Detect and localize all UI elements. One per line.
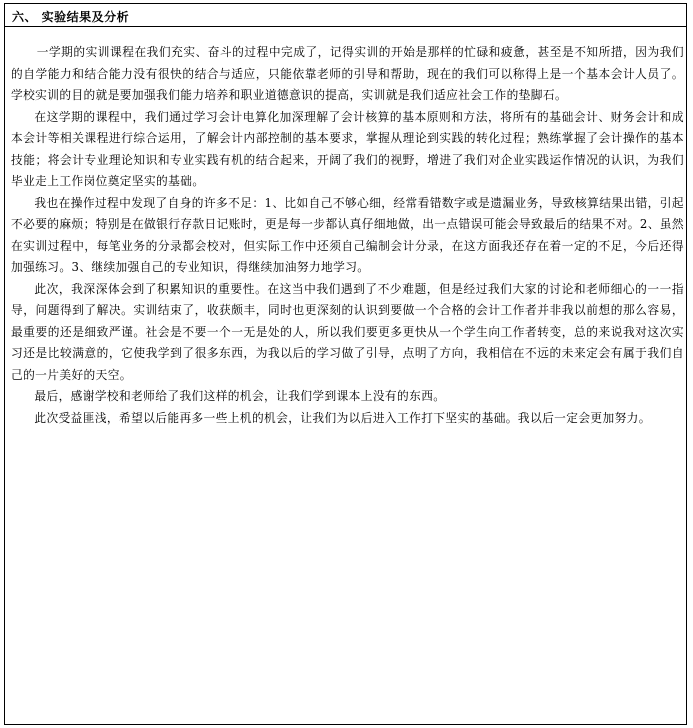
paragraph: 此次，我深深体会到了积累知识的重要性。在这当中我们遇到了不少难题，但是经过我们大家的讨论和老师细心的一一指导，问题得到了解决。实训结束了，收获颇丰，同时也更深刻的认识到要做一个合格的会计工作者并非我以前想的那么容易，最重要的还是细致严谨。社会是不要一个一无是处的人，所以我们要更多更快从一个学生向工作者转变，总的来说我对这次实习还是比较满意的，它使我学到了很多东西，为我以后的学习做了引导，点明了方向，我相信在不远的未来定会有属于我们自己的一片美好的天空。	[11, 281, 684, 382]
paragraph: 在这学期的课程中，我们通过学习会计电算化加深理解了会计核算的基本原则和方法，将所有的基础会计、财务会计和成本会计等相关课程进行综合运用，了解会计内部控制的基本要求，掌握从理论到实践的转化过程；熟练掌握了会计操作的基本技能；将会计专业理论知识和专业实践有机的结合起来，开阔了我们的视野，增进了我们对企业实践运作情况的认识，为我们毕业走上工作岗位奠定坚实的基础。	[11, 109, 684, 188]
paragraph: 此次受益匪浅，希望以后能再多一些上机的机会，让我们为以后进入工作打下坚实的基础。我以后一定会更加努力。	[34, 410, 651, 425]
heading-divider	[4, 26, 687, 27]
paragraph: 我也在操作过程中发现了自身的许多不足：1、比如自己不够心细，经常看错数字或是遗漏业务，导致核算结果出错，引起不必要的麻烦；特别是在做银行存款日记账时，更是每一步都认真仔细地做，出一点错误可能会导致最后的结果不对。2、虽然在实训过程中，每笔业务的分录都会校对，但实际工作中还须自己编制会计分录，在这方面我还存在着一定的不足，今后还得加强练习。3、继续加强自己的专业知识，得继续加油努力地学习。	[11, 195, 684, 274]
section-heading: 六、 实验结果及分析	[12, 10, 130, 24]
report-body	[11, 42, 684, 429]
paragraph: 一学期的实训课程在我们充实、奋斗的过程中完成了，记得实训的开始是那样的忙碌和疲惫，甚至是不知所措，因为我们的自学能力和结合能力没有很快的结合与适应，只能依靠老师的引导和帮助，现在的我们可以称得上是一个基本会计人员了。学校实训的目的就是要加强我们能力培养和职业道德意识的提高，实训就是我们适应社会工作的垫脚石。	[11, 45, 684, 102]
paragraph: 最后，感谢学校和老师给了我们这样的机会，让我们学到课本上没有的东西。	[34, 389, 446, 403]
